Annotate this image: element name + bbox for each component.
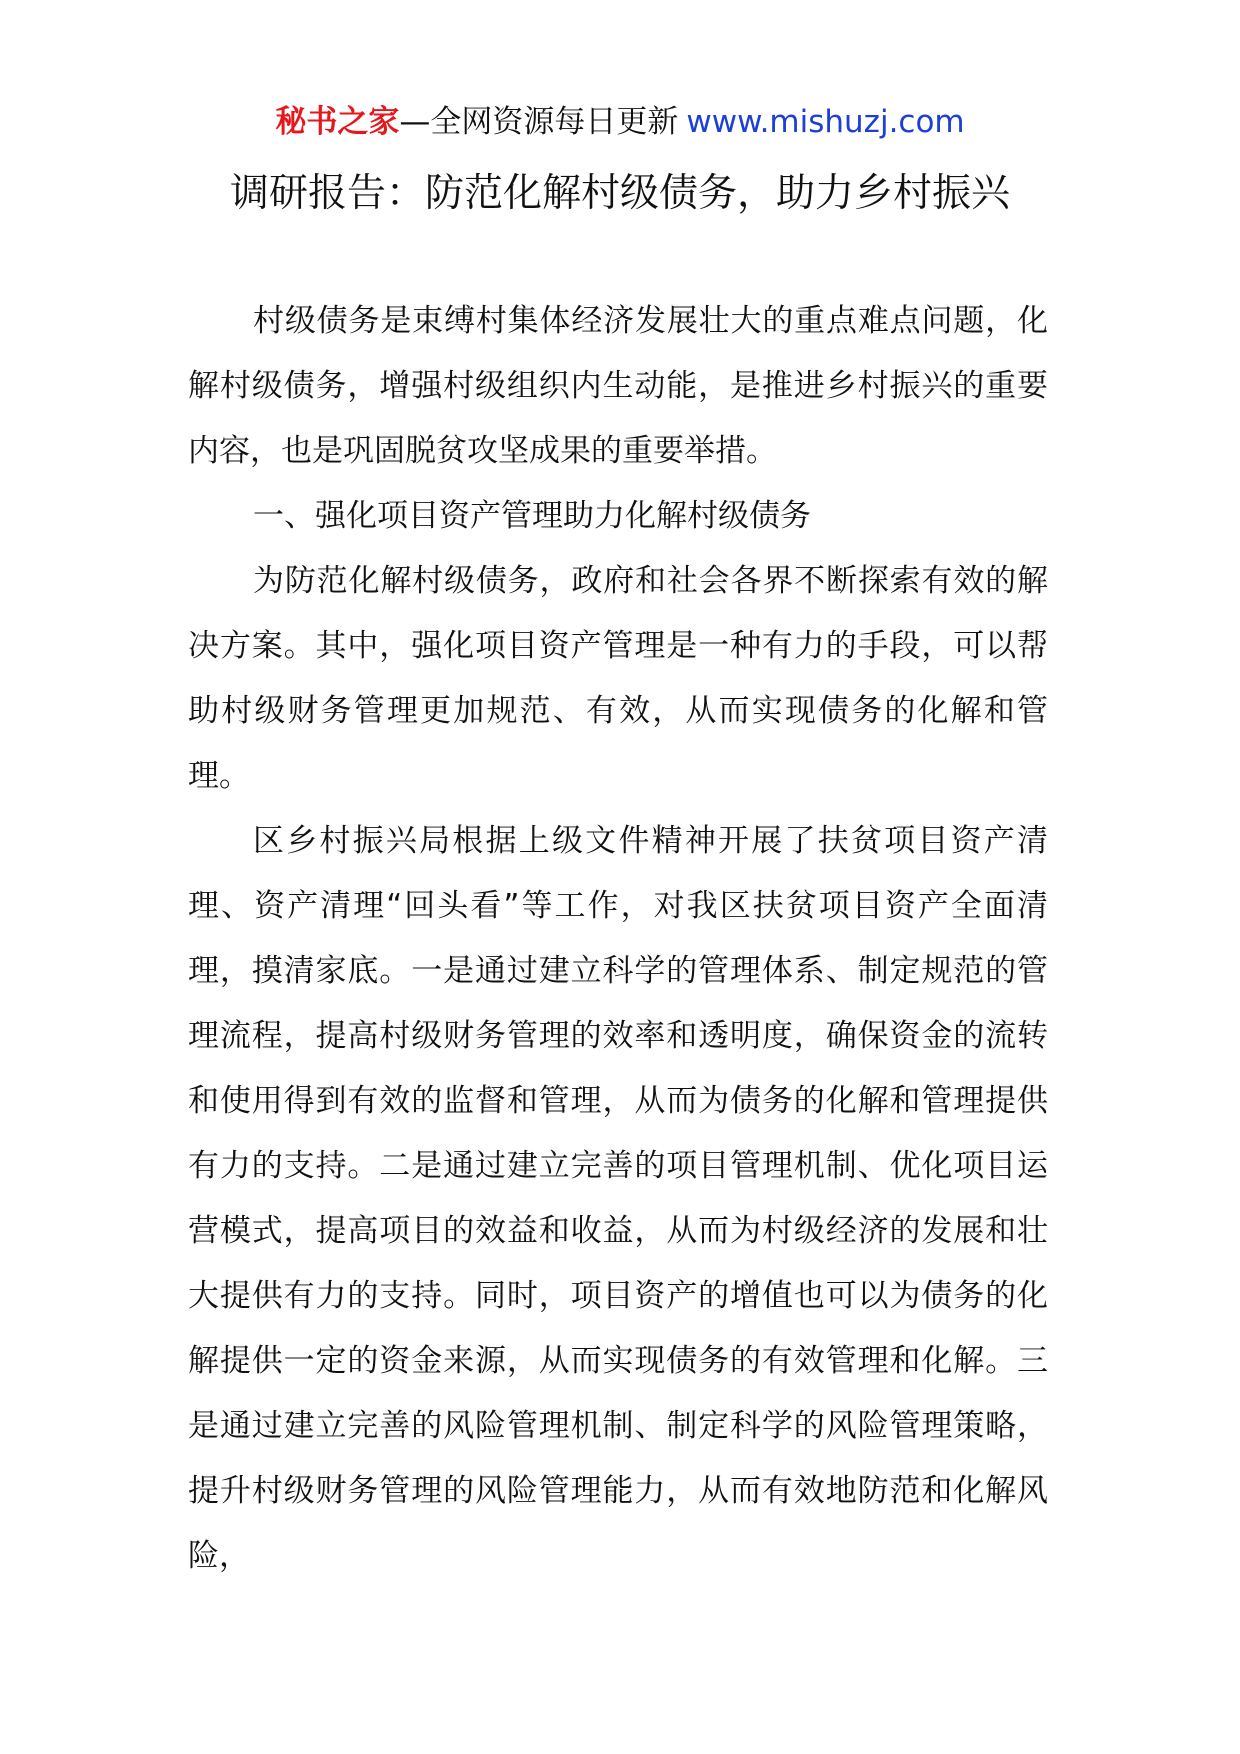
paragraph-solutions: 为防范化解村级债务，政府和社会各界不断探索有效的解决方案。其中，强化项目资产管理是一种有力的手段，可以帮助村级财务管理更加规范、有效，从而实现债务的化解和管理。 [188,563,1048,794]
brand-name: 秘书之家 [275,104,400,140]
section-heading-1: 一、强化项目资产管理助力化解村级债务 [253,498,811,534]
site-header [0,100,1240,144]
document-title: 调研报告：防范化解村级债务，助力乡村振兴 [229,171,1010,216]
site-url-link[interactable]: www.mishuzj.com [686,104,965,140]
paragraph-asset-cleanup: 区乡村振兴局根据上级文件精神开展了扶贫项目资产清理、资产清理“回头看”等工作，对我区扶贫项目资产全面清理，摸清家底。一是通过建立科学的管理体系、制定规范的管理流程，提高村级财务管理的效率和透明度，确保资金的流转和使用得到有效的监督和管理，从而为债务的化解和管理提供有力的支持。二是通过建立完善的项目管理机制、优化项目运营模式，提高项目的效益和收益，从而为村级经济的发展和壮大提供有力的支持。同时，项目资产的增值也可以为债务的化解提供一定的资金来源，从而实现债务的有效管理和化解。三是通过建立完善的风险管理机制、制定科学的风险管理策略，提升村级财务管理的风险管理能力，从而有效地防范和化解风险， [188,823,1048,1574]
paragraph-intro: 村级债务是束缚村集体经济发展壮大的重点难点问题，化解村级债务，增强村级组织内生动能，是推进乡村振兴的重要内容，也是巩固脱贫攻坚成果的重要举措。 [188,303,1048,469]
document-body [188,289,1048,1589]
site-tagline: —全网资源每日更新 [399,104,679,140]
